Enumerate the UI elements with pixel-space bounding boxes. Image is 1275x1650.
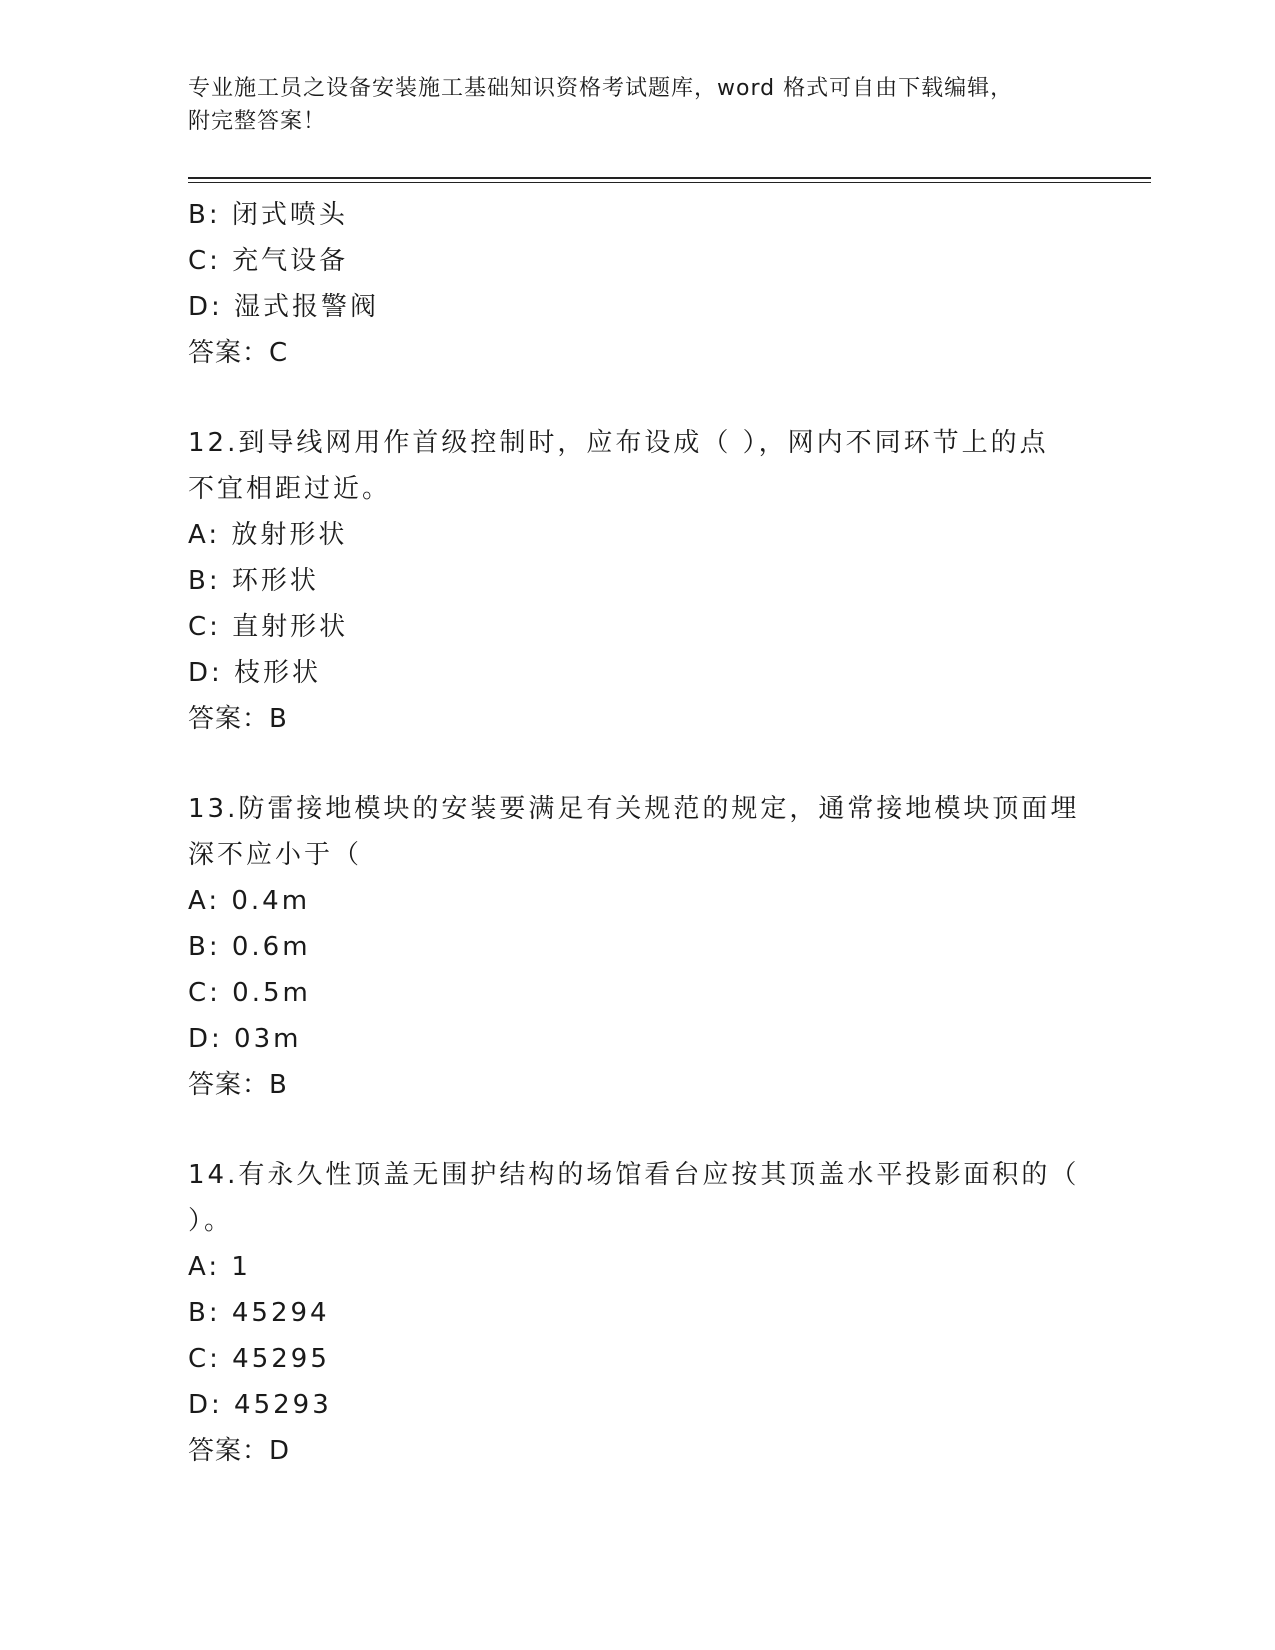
question-stem: 12.到导线网用作首级控制时，应布设成（ ），网内不同环节上的点 <box>188 428 1049 458</box>
question-11 <box>188 192 1088 376</box>
option-d: D: 枝形状 <box>188 658 322 688</box>
option-b: B: 45294 <box>188 1298 330 1328</box>
option-c: C: 直射形状 <box>188 612 349 642</box>
option-d: D: 45293 <box>188 1390 332 1420</box>
question-13 <box>188 786 1088 1108</box>
answer: 答案：D <box>188 1436 291 1466</box>
question-stem-continued: 深不应小于（ <box>188 840 363 870</box>
option-c: C: 45295 <box>188 1344 330 1374</box>
option-b: B: 环形状 <box>188 566 319 596</box>
document-body <box>188 192 1088 1474</box>
option-a: A: 1 <box>188 1252 251 1282</box>
question-14 <box>188 1152 1088 1474</box>
option-a: A: 0.4m <box>188 886 311 916</box>
option-c: C: 充气设备 <box>188 246 349 276</box>
option-c: C: 0.5m <box>188 978 311 1008</box>
option-b: B: 0.6m <box>188 932 311 962</box>
document-header <box>188 72 1068 138</box>
option-b: B: 闭式喷头 <box>188 200 348 230</box>
header-line-1: 专业施工员之设备安装施工基础知识资格考试题库，word 格式可自由下载编辑， <box>188 76 1014 101</box>
option-a: A: 放射形状 <box>188 520 348 550</box>
header-divider-thin <box>188 182 1151 183</box>
header-divider-thick <box>188 177 1151 179</box>
option-d: D: 03m <box>188 1024 302 1054</box>
option-d: D: 湿式报警阀 <box>188 292 380 322</box>
spacer <box>188 376 1088 420</box>
answer: 答案：B <box>188 1070 288 1100</box>
header-line-2: 附完整答案！ <box>188 109 327 134</box>
answer: 答案：C <box>188 338 289 368</box>
question-12 <box>188 420 1088 742</box>
question-stem-continued: ）。 <box>188 1206 234 1236</box>
question-stem: 13.防雷接地模块的安装要满足有关规范的规定，通常接地模块顶面埋 <box>188 794 1080 824</box>
spacer <box>188 742 1088 786</box>
spacer <box>188 1108 1088 1152</box>
question-stem: 14.有永久性顶盖无围护结构的场馆看台应按其顶盖水平投影面积的（ <box>188 1160 1080 1190</box>
answer: 答案：B <box>188 704 288 734</box>
question-stem-continued: 不宜相距过近。 <box>188 474 392 504</box>
